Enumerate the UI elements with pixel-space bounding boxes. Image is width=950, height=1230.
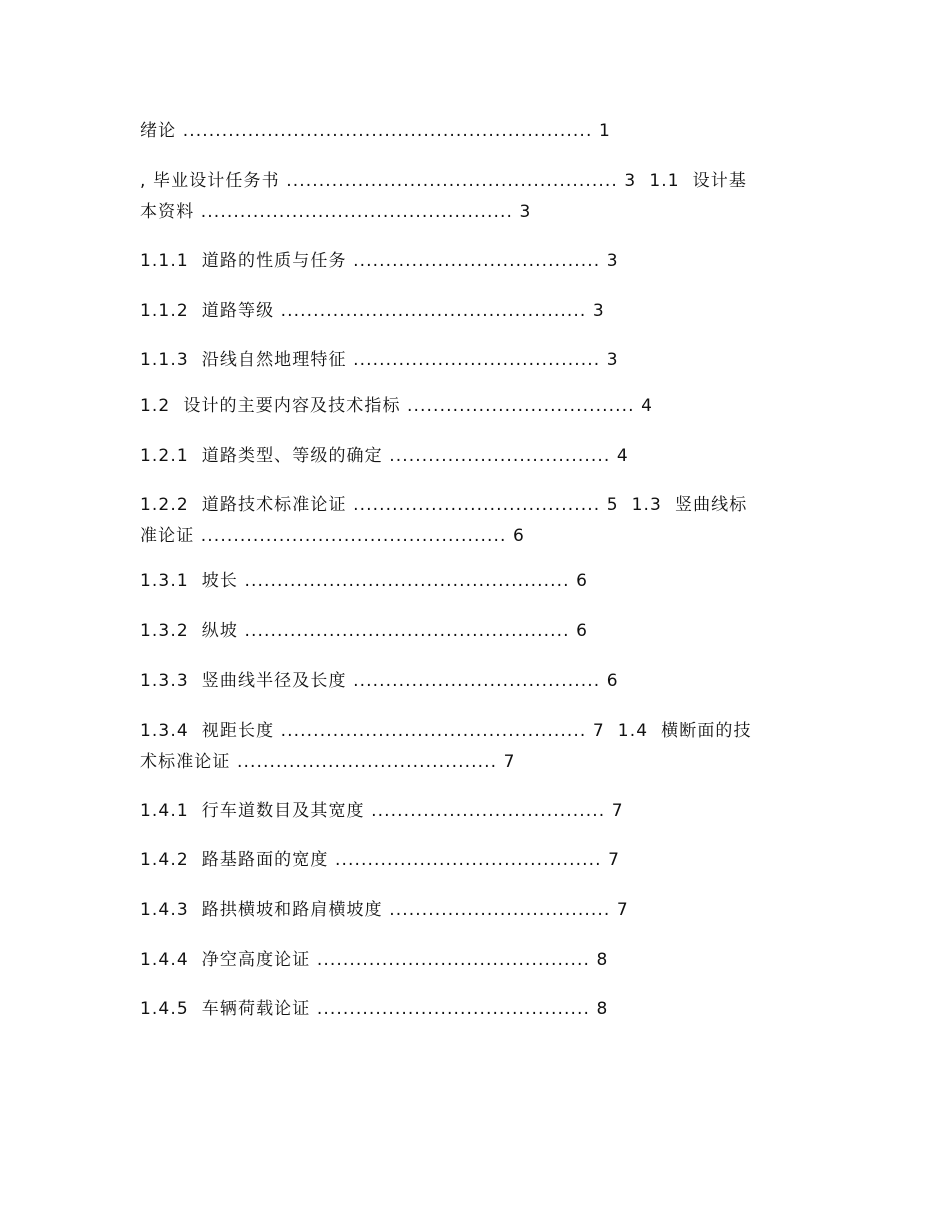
toc-entry-1-2-2: 1.2.2 道路技术标准论证 ...................................... 5 1.3 竖曲线标 (140, 495, 748, 515)
toc-entry-1-1-3: 1.1.3 沿线自然地理特征 ...................................... 3 (140, 350, 619, 370)
toc-entry-1-3-2: 1.3.2 纵坡 .................................................. 6 (140, 621, 589, 641)
toc-entry-design-task-cont: 本资料 ................................................ 3 (140, 202, 532, 222)
toc-entry-1-3-cont: 准论证 ............................................... 6 (140, 526, 525, 546)
toc-entry-1-4-3: 1.4.3 路拱横坡和路肩横坡度 .................................. 7 (140, 900, 629, 920)
toc-entry-1-4-cont: 术标准论证 ........................................ 7 (140, 752, 516, 772)
toc-entry-1-3-4: 1.3.4 视距长度 ............................................... 7 1.4 横断面的技 (140, 721, 752, 741)
toc-entry-1-1-1: 1.1.1 道路的性质与任务 ...................................... 3 (140, 251, 619, 271)
toc-entry-design-task: , 毕业设计任务书 ................................................... 3 1.1 设计基 (140, 171, 747, 191)
toc-entry-1-4-2: 1.4.2 路基路面的宽度 ......................................... 7 (140, 850, 621, 870)
toc-entry-introduction: 绪论 ............................................................... 1 (140, 121, 611, 141)
toc-entry-1-4-1: 1.4.1 行车道数目及其宽度 .................................... 7 (140, 801, 624, 821)
toc-entry-1-4-4: 1.4.4 净空高度论证 .......................................... 8 (140, 950, 609, 970)
toc-entry-1-1-2: 1.1.2 道路等级 ............................................... 3 (140, 301, 605, 321)
toc-entry-1-2: 1.2 设计的主要内容及技术指标 ................................... 4 (140, 396, 654, 416)
toc-entry-1-3-3: 1.3.3 竖曲线半径及长度 ...................................... 6 (140, 671, 619, 691)
toc-entry-1-3-1: 1.3.1 坡长 .................................................. 6 (140, 571, 589, 591)
toc-entry-1-4-5: 1.4.5 车辆荷载论证 .......................................... 8 (140, 999, 609, 1019)
toc-entry-1-2-1: 1.2.1 道路类型、等级的确定 .................................. 4 (140, 446, 629, 466)
